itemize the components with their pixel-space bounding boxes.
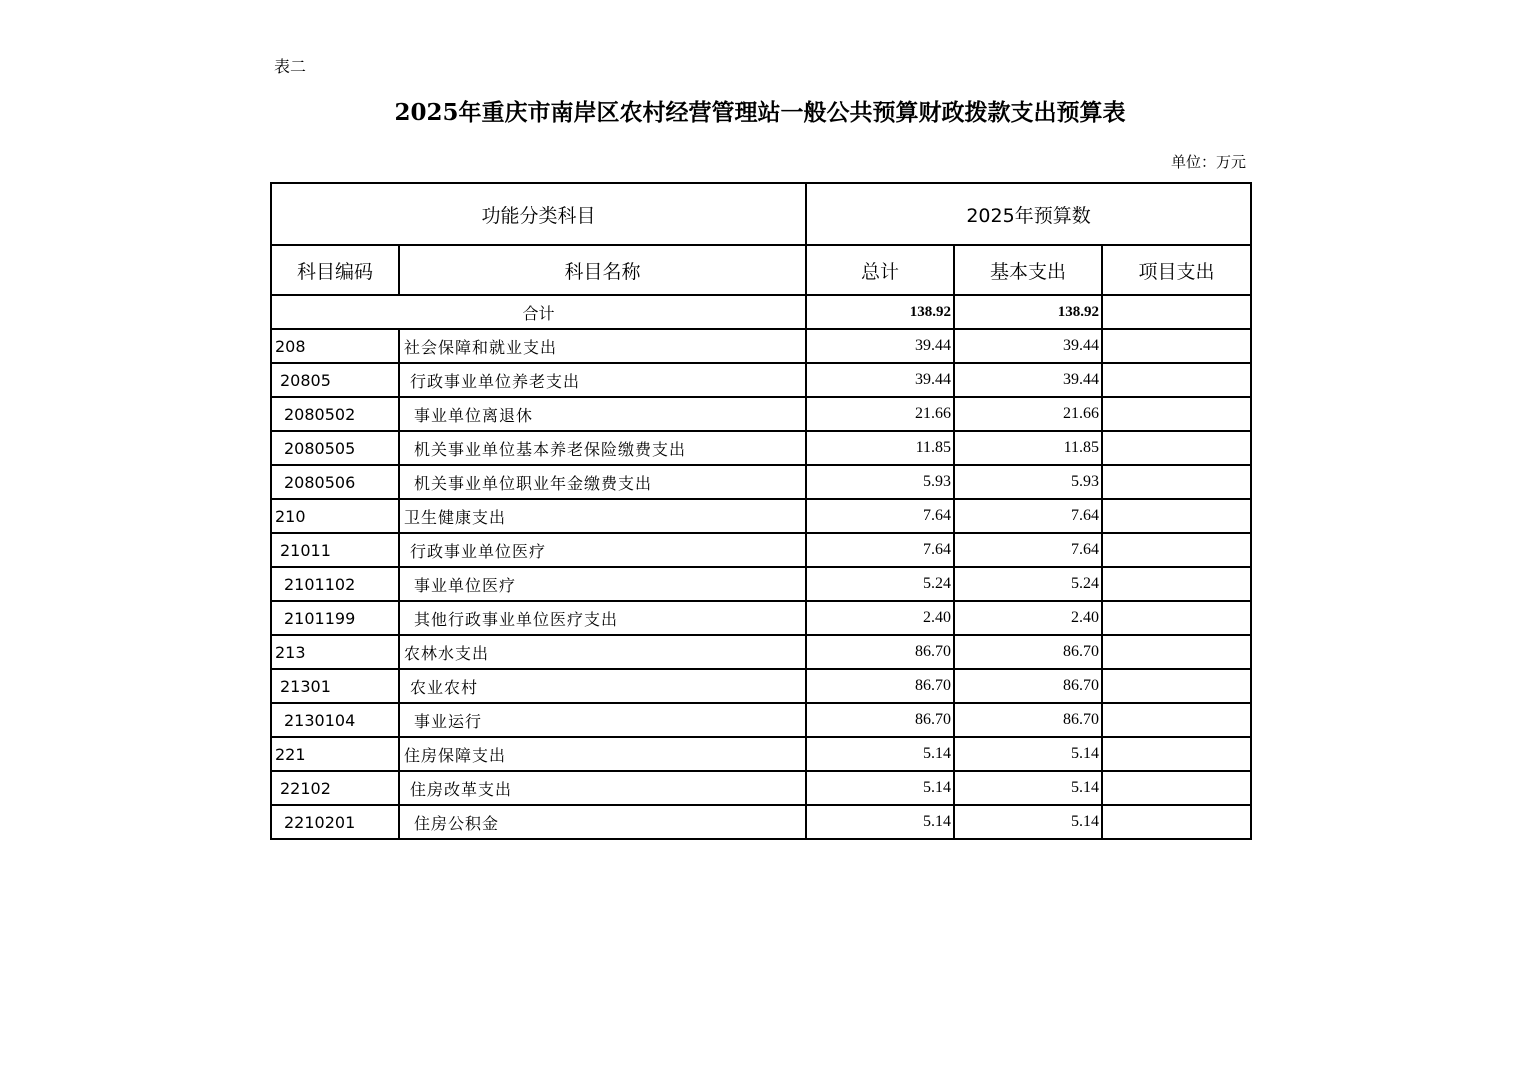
row-project xyxy=(1102,737,1251,771)
unit-label: 单位：万元 xyxy=(1170,153,1246,171)
row-name: 卫生健康支出 xyxy=(399,499,806,533)
budget-table xyxy=(270,182,1252,840)
row-name: 农林水支出 xyxy=(399,635,806,669)
table-row xyxy=(271,601,1251,635)
header-basic: 基本支出 xyxy=(954,245,1102,295)
row-project xyxy=(1102,669,1251,703)
table-row xyxy=(271,771,1251,805)
row-total: 5.24 xyxy=(806,567,954,601)
row-basic: 5.93 xyxy=(954,465,1102,499)
table-row xyxy=(271,669,1251,703)
row-code: 208 xyxy=(271,329,399,363)
row-total: 5.93 xyxy=(806,465,954,499)
table-row xyxy=(271,465,1251,499)
row-name: 行政事业单位医疗 xyxy=(399,533,806,567)
table-row xyxy=(271,363,1251,397)
row-basic: 5.24 xyxy=(954,567,1102,601)
row-basic: 11.85 xyxy=(954,431,1102,465)
table-row xyxy=(271,703,1251,737)
row-basic: 86.70 xyxy=(954,635,1102,669)
row-name: 行政事业单位养老支出 xyxy=(399,363,806,397)
row-total: 5.14 xyxy=(806,805,954,839)
row-total: 7.64 xyxy=(806,499,954,533)
row-project xyxy=(1102,431,1251,465)
table-row xyxy=(271,397,1251,431)
row-project xyxy=(1102,363,1251,397)
row-project xyxy=(1102,567,1251,601)
row-project xyxy=(1102,805,1251,839)
row-project xyxy=(1102,533,1251,567)
table-row xyxy=(271,805,1251,839)
header-budget-year: 2025年预算数 xyxy=(806,183,1251,245)
row-basic: 7.64 xyxy=(954,499,1102,533)
row-project xyxy=(1102,465,1251,499)
row-name: 住房公积金 xyxy=(399,805,806,839)
row-basic: 5.14 xyxy=(954,771,1102,805)
row-total: 2.40 xyxy=(806,601,954,635)
header-name: 科目名称 xyxy=(399,245,806,295)
row-basic: 5.14 xyxy=(954,805,1102,839)
table-row xyxy=(271,431,1251,465)
row-total: 86.70 xyxy=(806,703,954,737)
row-basic: 39.44 xyxy=(954,329,1102,363)
table-body xyxy=(271,295,1251,839)
row-project xyxy=(1102,601,1251,635)
row-code: 21011 xyxy=(271,533,399,567)
table-row xyxy=(271,329,1251,363)
row-basic: 86.70 xyxy=(954,703,1102,737)
row-total: 39.44 xyxy=(806,363,954,397)
row-project xyxy=(1102,329,1251,363)
header-functional-category: 功能分类科目 xyxy=(271,183,806,245)
row-total: 21.66 xyxy=(806,397,954,431)
total-row xyxy=(271,295,1251,329)
table-row xyxy=(271,737,1251,771)
row-name: 事业运行 xyxy=(399,703,806,737)
row-code: 2080506 xyxy=(271,465,399,499)
row-name: 住房保障支出 xyxy=(399,737,806,771)
row-basic: 2.40 xyxy=(954,601,1102,635)
row-code: 213 xyxy=(271,635,399,669)
row-total: 5.14 xyxy=(806,737,954,771)
total-label: 合计 xyxy=(271,295,806,329)
row-code: 20805 xyxy=(271,363,399,397)
header-project: 项目支出 xyxy=(1102,245,1251,295)
row-basic: 86.70 xyxy=(954,669,1102,703)
row-code: 210 xyxy=(271,499,399,533)
row-total: 7.64 xyxy=(806,533,954,567)
row-basic: 21.66 xyxy=(954,397,1102,431)
page-title: 2025年重庆市南岸区农村经营管理站一般公共预算财政拨款支出预算表 xyxy=(394,99,1126,126)
row-name: 其他行政事业单位医疗支出 xyxy=(399,601,806,635)
row-basic: 7.64 xyxy=(954,533,1102,567)
row-total: 11.85 xyxy=(806,431,954,465)
row-name: 农业农村 xyxy=(399,669,806,703)
total-row-basic: 138.92 xyxy=(954,295,1102,329)
row-code: 2101199 xyxy=(271,601,399,635)
row-name: 住房改革支出 xyxy=(399,771,806,805)
row-name: 机关事业单位职业年金缴费支出 xyxy=(399,465,806,499)
row-code: 22102 xyxy=(271,771,399,805)
row-name: 机关事业单位基本养老保险缴费支出 xyxy=(399,431,806,465)
row-total: 39.44 xyxy=(806,329,954,363)
header-code: 科目编码 xyxy=(271,245,399,295)
row-code: 2080505 xyxy=(271,431,399,465)
table-row xyxy=(271,567,1251,601)
total-row-total: 138.92 xyxy=(806,295,954,329)
row-code: 221 xyxy=(271,737,399,771)
table-row xyxy=(271,533,1251,567)
row-basic: 5.14 xyxy=(954,737,1102,771)
row-total: 86.70 xyxy=(806,635,954,669)
row-code: 2080502 xyxy=(271,397,399,431)
table-row xyxy=(271,499,1251,533)
row-project xyxy=(1102,397,1251,431)
total-row-project xyxy=(1102,295,1251,329)
table-label: 表二 xyxy=(274,57,307,76)
row-project xyxy=(1102,771,1251,805)
row-project xyxy=(1102,635,1251,669)
row-name: 事业单位离退休 xyxy=(399,397,806,431)
row-basic: 39.44 xyxy=(954,363,1102,397)
row-name: 社会保障和就业支出 xyxy=(399,329,806,363)
row-total: 5.14 xyxy=(806,771,954,805)
row-project xyxy=(1102,499,1251,533)
row-name: 事业单位医疗 xyxy=(399,567,806,601)
table-row xyxy=(271,635,1251,669)
header-total: 总计 xyxy=(806,245,954,295)
row-project xyxy=(1102,703,1251,737)
row-code: 2101102 xyxy=(271,567,399,601)
row-code: 2130104 xyxy=(271,703,399,737)
row-total: 86.70 xyxy=(806,669,954,703)
row-code: 21301 xyxy=(271,669,399,703)
row-code: 2210201 xyxy=(271,805,399,839)
